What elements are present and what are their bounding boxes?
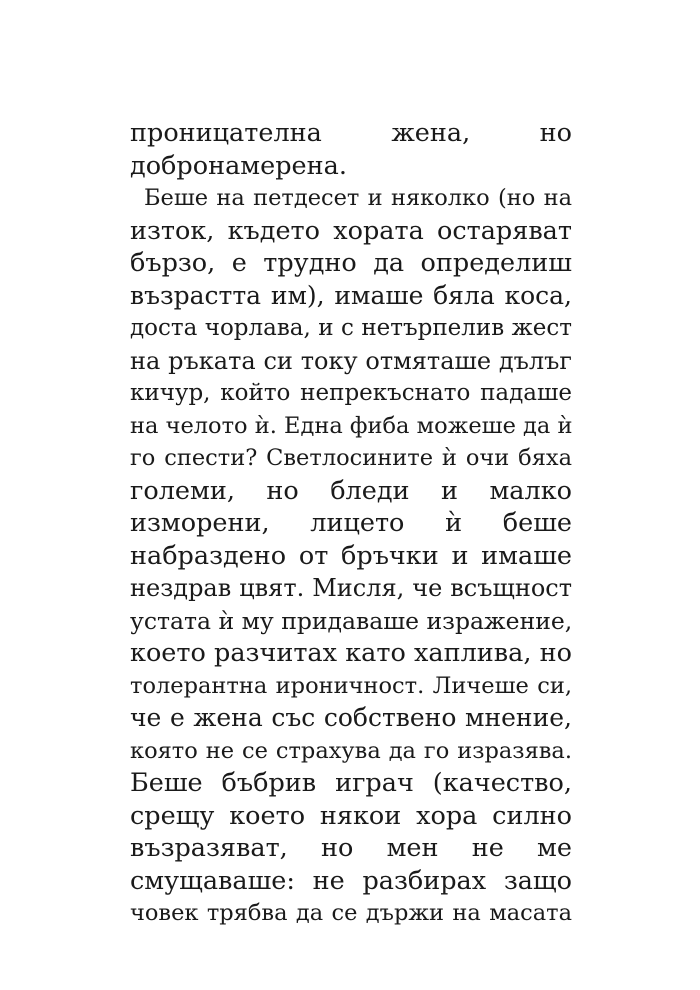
text-line: го спести? Светлосините ѝ очи бяха — [130, 445, 572, 471]
text-line: срещу което някои хора силно — [130, 800, 572, 831]
text-line: възразяват, но мен не ме — [130, 833, 572, 863]
text-line: което разчитах като хаплива, но — [130, 638, 572, 668]
text-line: бързо, е трудно да определиш — [130, 248, 572, 278]
text-line: че е жена със собствено мнение, — [130, 703, 572, 732]
text-line: смущаваше: не разбирах защо — [130, 865, 572, 896]
book-page-text — [130, 117, 572, 930]
text-line: Беше бъбрив играч (качество, — [130, 768, 572, 798]
text-line: устата ѝ му придаваше изражение, — [130, 606, 573, 635]
text-line: на ръката си току отмяташе дълъг — [130, 346, 572, 375]
text-line: големи, но бледи и малко — [130, 475, 572, 506]
text-line: на челото ѝ. Една фиба можеше да ѝ — [130, 412, 573, 439]
text-line: изток, където хората остаряват — [130, 215, 572, 246]
text-line: възрастта им), имаше бяла коса, — [130, 280, 572, 310]
text-line: човек трябва да се държи на масата — [130, 900, 572, 926]
text-line: изморени, лицето ѝ беше — [130, 508, 572, 538]
text-line: толерантна ироничност. Личеше си, — [130, 672, 572, 699]
text-line: която не се страхува да го изразява. — [130, 737, 572, 764]
text-line: добронамерена. — [130, 150, 347, 181]
text-line: нездрав цвят. Мисля, че всъщност — [130, 574, 572, 602]
text-line: Беше на петдесет и няколко (но на — [144, 185, 572, 211]
text-line: набраздено от бръчки и имаше — [130, 540, 572, 571]
text-line: доста чорлава, и с нетърпелив жест — [130, 315, 572, 341]
text-line: кичур, който непрекъснато падаше — [130, 380, 572, 406]
text-line: проницателна жена, но — [130, 118, 572, 148]
